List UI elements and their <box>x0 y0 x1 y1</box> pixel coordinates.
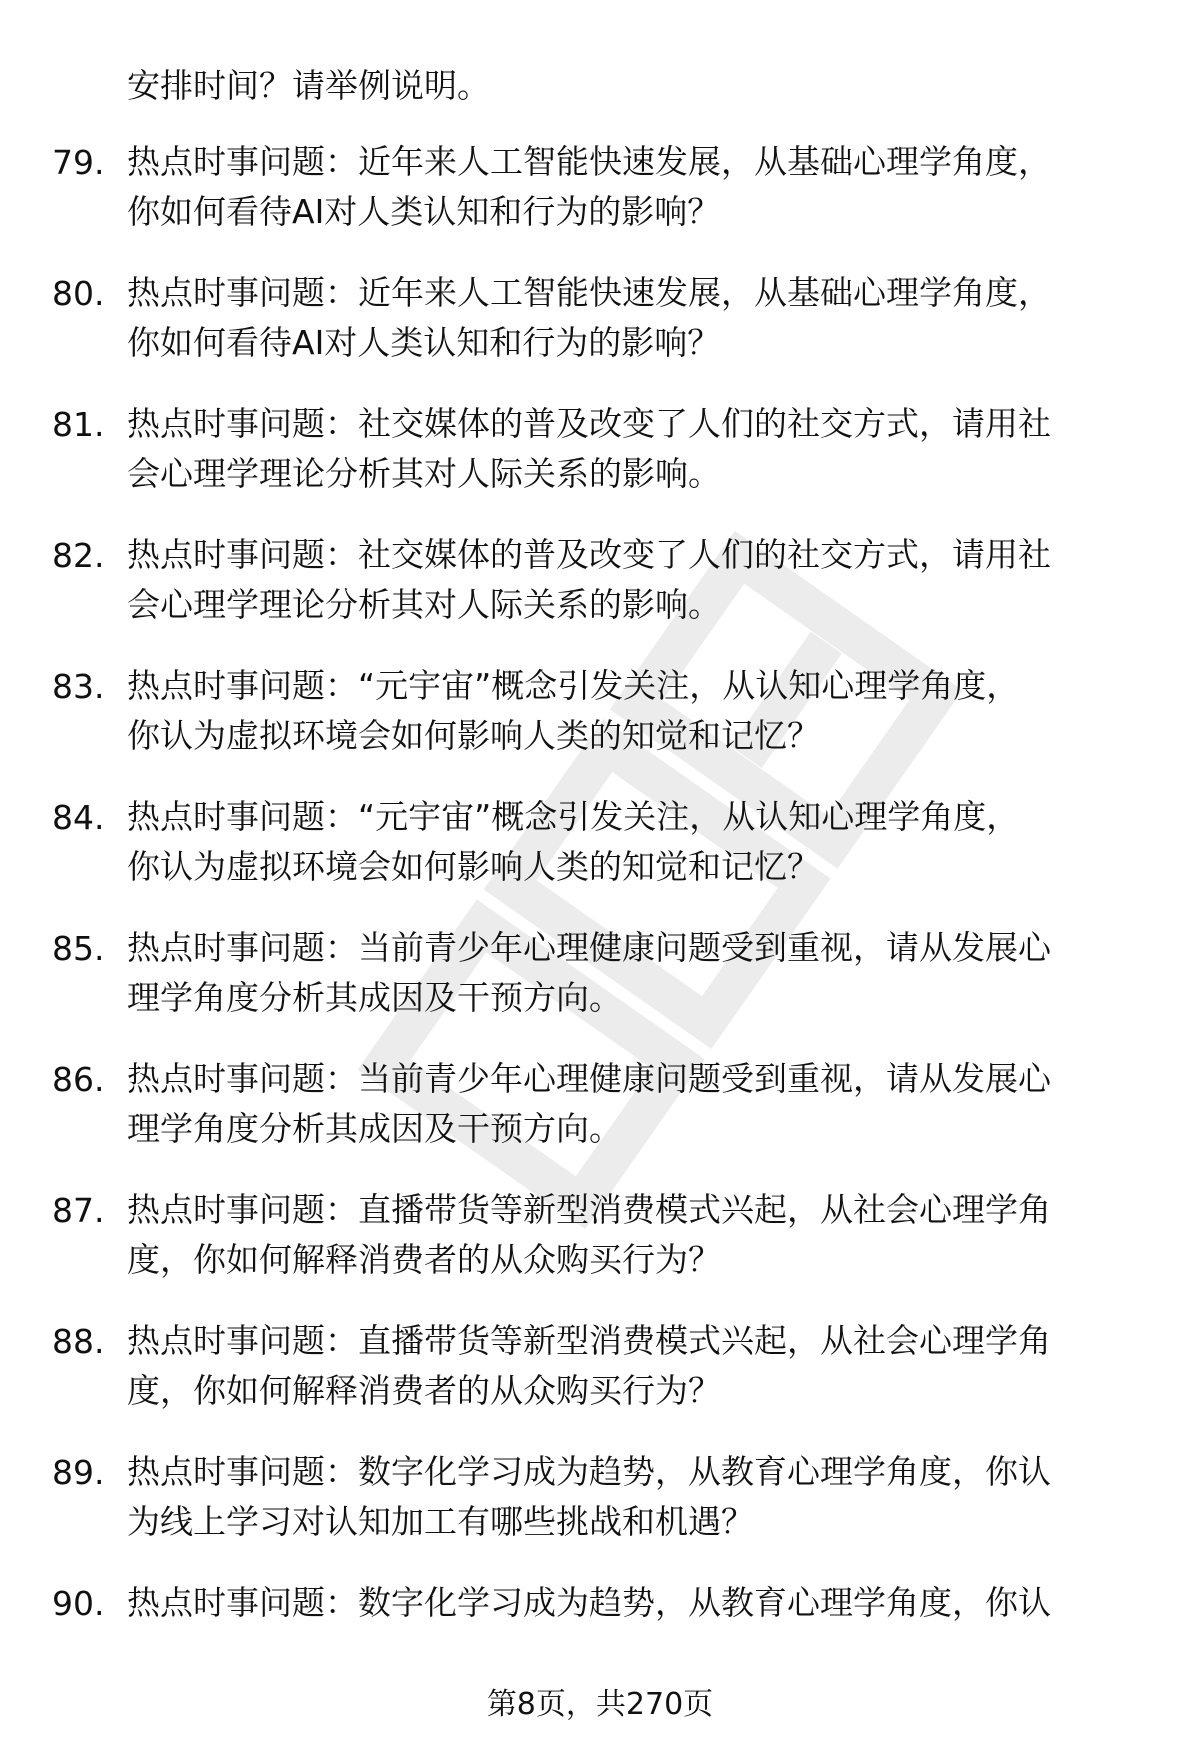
question-text-line: 会心理学理论分析其对人际关系的影响。 <box>127 585 721 624</box>
question-text-line: 会心理学理论分析其对人际关系的影响。 <box>127 454 721 493</box>
question-text-line: 热点时事问题：社交媒体的普及改变了人们的社交方式，请用社 <box>127 535 1051 574</box>
question-text-line: 热点时事问题：数字化学习成为趋势，从教育心理学角度，你认 <box>127 1452 1051 1491</box>
question-text <box>127 1578 1137 1628</box>
question-number: 87. <box>52 1191 105 1230</box>
question-item <box>0 1054 1200 1185</box>
question-text-line: 热点时事问题：“元宇宙”概念引发关注，从认知心理学角度， <box>127 797 1020 836</box>
question-text-line: 热点时事问题：直播带货等新型消费模式兴起，从社会心理学角 <box>127 1190 1051 1229</box>
question-text <box>127 399 1137 499</box>
question-number: 88. <box>52 1322 105 1361</box>
question-text <box>127 792 1137 892</box>
question-text <box>127 530 1137 630</box>
question-text-line: 热点时事问题：当前青少年心理健康问题受到重视，请从发展心 <box>127 928 1051 967</box>
question-item <box>0 137 1200 268</box>
question-number: 85. <box>52 929 105 968</box>
question-item <box>0 661 1200 792</box>
question-text <box>127 1185 1137 1285</box>
question-text-line: 热点时事问题：直播带货等新型消费模式兴起，从社会心理学角 <box>127 1321 1051 1360</box>
question-number: 81. <box>52 405 105 444</box>
page-footer: 第8页，共270页 <box>486 1687 714 1722</box>
question-text <box>127 137 1137 237</box>
question-text-line: 热点时事问题：近年来人工智能快速发展，从基础心理学角度， <box>127 273 1051 312</box>
continuation-text: 安排时间？请举例说明。 <box>127 66 490 105</box>
question-item <box>0 1316 1200 1447</box>
question-text <box>127 1054 1137 1154</box>
question-text-line: 你认为虚拟环境会如何影响人类的知觉和记忆？ <box>127 847 820 886</box>
question-text-line: 为线上学习对认知加工有哪些挑战和机遇？ <box>127 1502 754 1541</box>
question-text-line: 你如何看待AI对人类认知和行为的影响？ <box>127 323 721 362</box>
question-text-line: 你认为虚拟环境会如何影响人类的知觉和记忆？ <box>127 716 820 755</box>
question-text-line: 热点时事问题：“元宇宙”概念引发关注，从认知心理学角度， <box>127 666 1020 705</box>
question-text-line: 理学角度分析其成因及干预方向。 <box>127 978 622 1017</box>
question-text-line: 你如何看待AI对人类认知和行为的影响？ <box>127 192 721 231</box>
question-text <box>127 1316 1137 1416</box>
question-item <box>0 1447 1200 1578</box>
question-number: 82. <box>52 536 105 575</box>
question-text-line: 热点时事问题：近年来人工智能快速发展，从基础心理学角度， <box>127 142 1051 181</box>
question-text-line: 热点时事问题：数字化学习成为趋势，从教育心理学角度，你认 <box>127 1583 1051 1622</box>
question-number: 83. <box>52 667 105 706</box>
question-number: 86. <box>52 1060 105 1099</box>
question-number: 79. <box>52 143 105 182</box>
question-item <box>0 792 1200 923</box>
question-item <box>0 399 1200 530</box>
question-number: 89. <box>52 1453 105 1492</box>
question-number: 90. <box>52 1584 105 1623</box>
question-text-line: 度，你如何解释消费者的从众购买行为？ <box>127 1371 721 1410</box>
question-text-line: 热点时事问题：当前青少年心理健康问题受到重视，请从发展心 <box>127 1059 1051 1098</box>
question-item <box>0 268 1200 399</box>
question-number: 84. <box>52 798 105 837</box>
question-text-line: 理学角度分析其成因及干预方向。 <box>127 1109 622 1148</box>
question-item <box>0 530 1200 661</box>
question-number: 80. <box>52 274 105 313</box>
question-item <box>0 1185 1200 1316</box>
question-text <box>127 661 1137 761</box>
question-text <box>127 1447 1137 1547</box>
question-text <box>127 923 1137 1023</box>
question-item <box>0 923 1200 1054</box>
question-text-line: 度，你如何解释消费者的从众购买行为？ <box>127 1240 721 1279</box>
question-list <box>0 137 1200 1709</box>
question-text-line: 热点时事问题：社交媒体的普及改变了人们的社交方式，请用社 <box>127 404 1051 443</box>
question-text <box>127 268 1137 368</box>
